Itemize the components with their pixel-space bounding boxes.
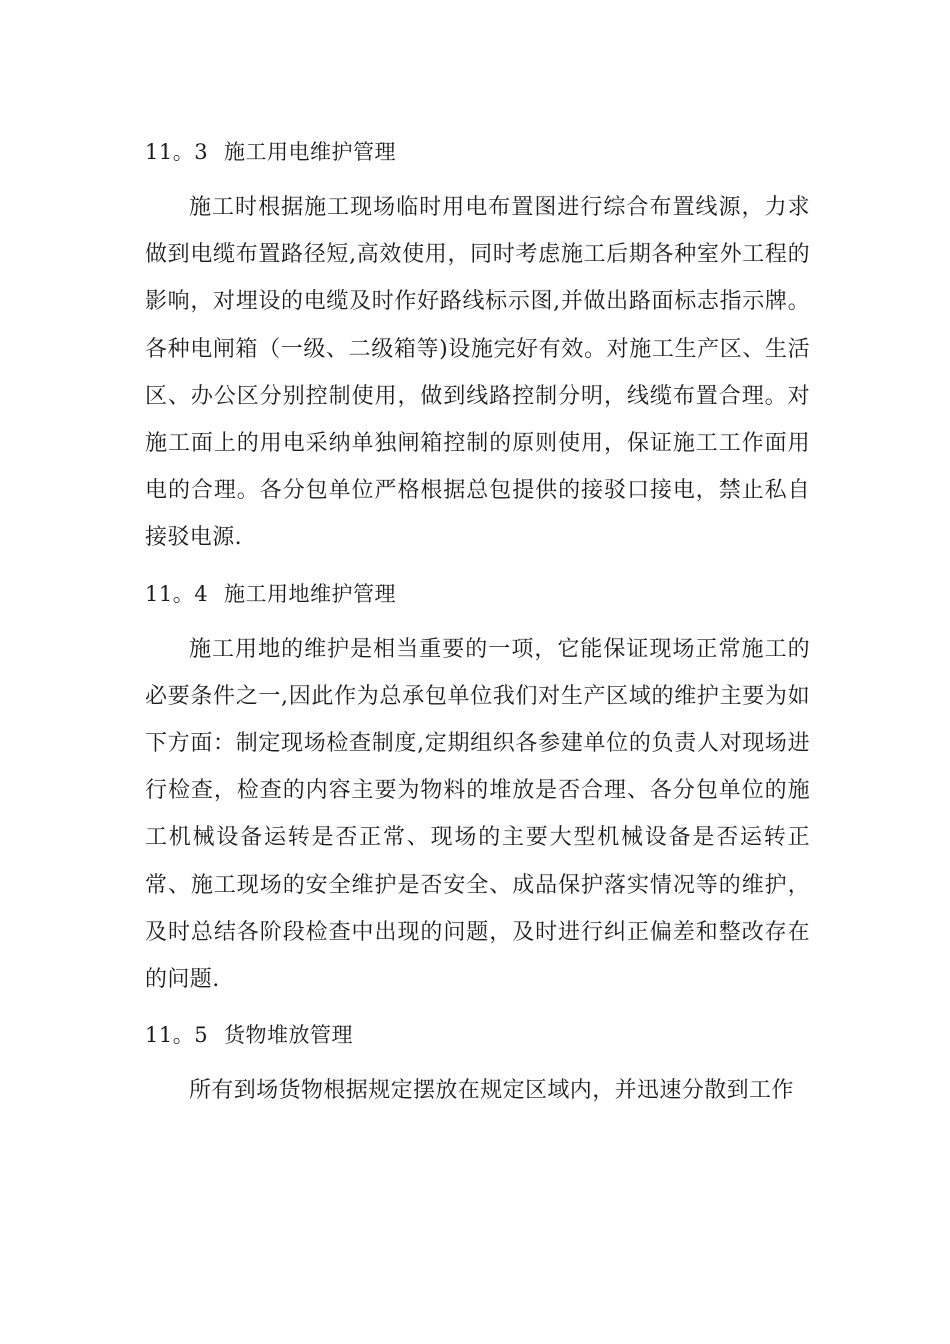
section-heading-11-4 — [145, 574, 810, 614]
section-heading-11-3 — [145, 132, 810, 172]
section-number: 11。4 — [145, 581, 209, 606]
section-number: 11。3 — [145, 140, 209, 164]
document-body — [145, 132, 810, 1126]
section-paragraph-11-5: 所有到场货物根据规定摆放在规定区域内，并迅速分散到工作 — [189, 1078, 794, 1104]
section-heading-11-5 — [145, 1015, 810, 1055]
section-title: 施工用地维护管理 — [224, 581, 396, 606]
section-paragraph-11-3: 施工时根据施工现场临时用电布置图进行综合布置线源，力求做到电缆布置路径短,高效使用，同时考虑施工后期各种室外工程的影响，对埋设的电缆及时作好路线标示图,并做出路面标志指示牌。各种电闸箱（一级、二级箱等)设施完好有效。对施工生产区、生活区、办公区分别控制使用，做到线路控制分明，线缆布置合理。对施工面上的用电采纳单独闸箱控制的原则使用，保证施工工作面用电的合理。各分包单位严格根据总包提供的接驳口接电，禁止私自接驳电源. — [145, 195, 810, 551]
section-number: 11。5 — [145, 1023, 209, 1048]
section-title: 货物堆放管理 — [224, 1023, 353, 1048]
section-title: 施工用电维护管理 — [224, 140, 396, 164]
section-paragraph-11-4: 施工用地的维护是相当重要的一项，它能保证现场正常施工的必要条件之一,因此作为总承包单位我们对生产区域的维护主要为如下方面：制定现场检查制度,定期组织各参建单位的负责人对现场进行检查，检查的内容主要为物料的堆放是否合理、各分包单位的施工机械设备运转是否正常、现场的主要大型机械设备是否运转正常、施工现场的安全维护是否安全、成品保护落实情况等的维护，及时总结各阶段检查中出现的问题，及时进行纠正偏差和整改存在的问题. — [145, 636, 810, 993]
